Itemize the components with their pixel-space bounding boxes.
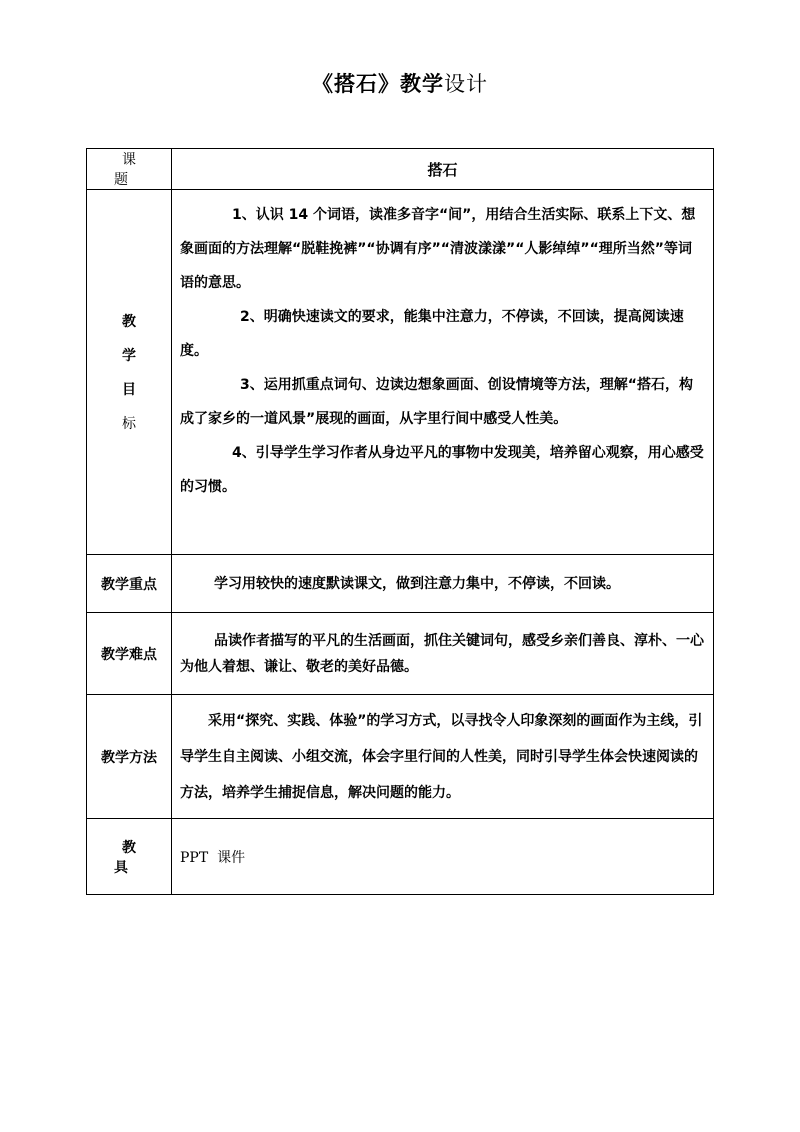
tools-cell	[172, 819, 714, 895]
topic-label: 课 题	[114, 152, 152, 188]
topic-value: 搭石	[427, 160, 458, 179]
lesson-plan-table	[86, 148, 714, 895]
difficulties-cell	[172, 613, 714, 695]
tools-label: 教 具	[114, 839, 152, 876]
methods-label: 教学方法	[87, 695, 172, 819]
difficulties-label: 教学难点	[87, 613, 172, 695]
objective-item: 2、明确快速读文的要求，能集中注意力，不停读，不回读，提高阅读速度。	[180, 309, 684, 359]
objectives-row	[87, 190, 714, 555]
document-title-main: 《搭石》教学	[312, 72, 444, 96]
tools-row	[87, 819, 714, 895]
tools-value-cn: 课件	[217, 849, 246, 866]
objectives-label	[87, 311, 171, 433]
objectives-content-cell	[172, 190, 714, 555]
key-points-cell	[172, 555, 714, 613]
methods-cell	[172, 695, 714, 819]
key-points-text: 学习用较快的速度默读课文，做到注意力集中，不停读，不回读。	[214, 575, 620, 592]
objective-item: 4、引导学生学习作者从身边平凡的事物中发现美，培养留心观察，用心感受的习惯。	[180, 445, 704, 495]
tools-label-cell	[87, 819, 172, 895]
tools-value-latin: PPT	[180, 849, 209, 866]
objectives-label-cell	[87, 190, 172, 555]
objectives-list	[172, 190, 713, 554]
document-title-suffix: 设计	[444, 72, 488, 96]
tools-value	[172, 847, 713, 867]
key-points-row	[87, 555, 714, 613]
objective-item: 3、运用抓重点词句、边读边想象画面、创设情境等方法，理解“搭石，构成了家乡的一道风景”展现的画面，从字里行间中感受人性美。	[180, 377, 693, 427]
objectives-label-char: 目	[122, 382, 136, 398]
methods-text: 采用“探究、实践、体验”的学习方式，以寻找令人印象深刻的画面作为主线，引导学生自主阅读、小组交流，体会字里行间的人性美，同时引导学生体会快速阅读的方法，培养学生捕捉信息，解决问题的能力。	[180, 712, 703, 801]
key-points-label: 教学重点	[87, 555, 172, 613]
methods-row	[87, 695, 714, 819]
topic-value-cell	[172, 149, 714, 190]
objectives-label-char: 教	[122, 314, 136, 330]
objectives-label-char: 学	[122, 348, 136, 364]
document-title	[0, 68, 800, 98]
topic-row	[87, 149, 714, 190]
difficulties-text: 品读作者描写的平凡的生活画面，抓住关键词句，感受乡亲们善良、淳朴、一心为他人着想、谦让、敬老的美好品德。	[180, 632, 704, 675]
objectives-label-char: 标	[122, 416, 136, 432]
difficulties-row	[87, 613, 714, 695]
objective-item: 1、认识 14 个词语，读准多音字“间”，用结合生活实际、联系上下文、想象画面的方法理解“脱鞋挽裤”“协调有序”“清波漾漾”“人影绰绰”“理所当然”等词语的意思。	[180, 207, 696, 291]
topic-label-cell	[87, 149, 172, 190]
